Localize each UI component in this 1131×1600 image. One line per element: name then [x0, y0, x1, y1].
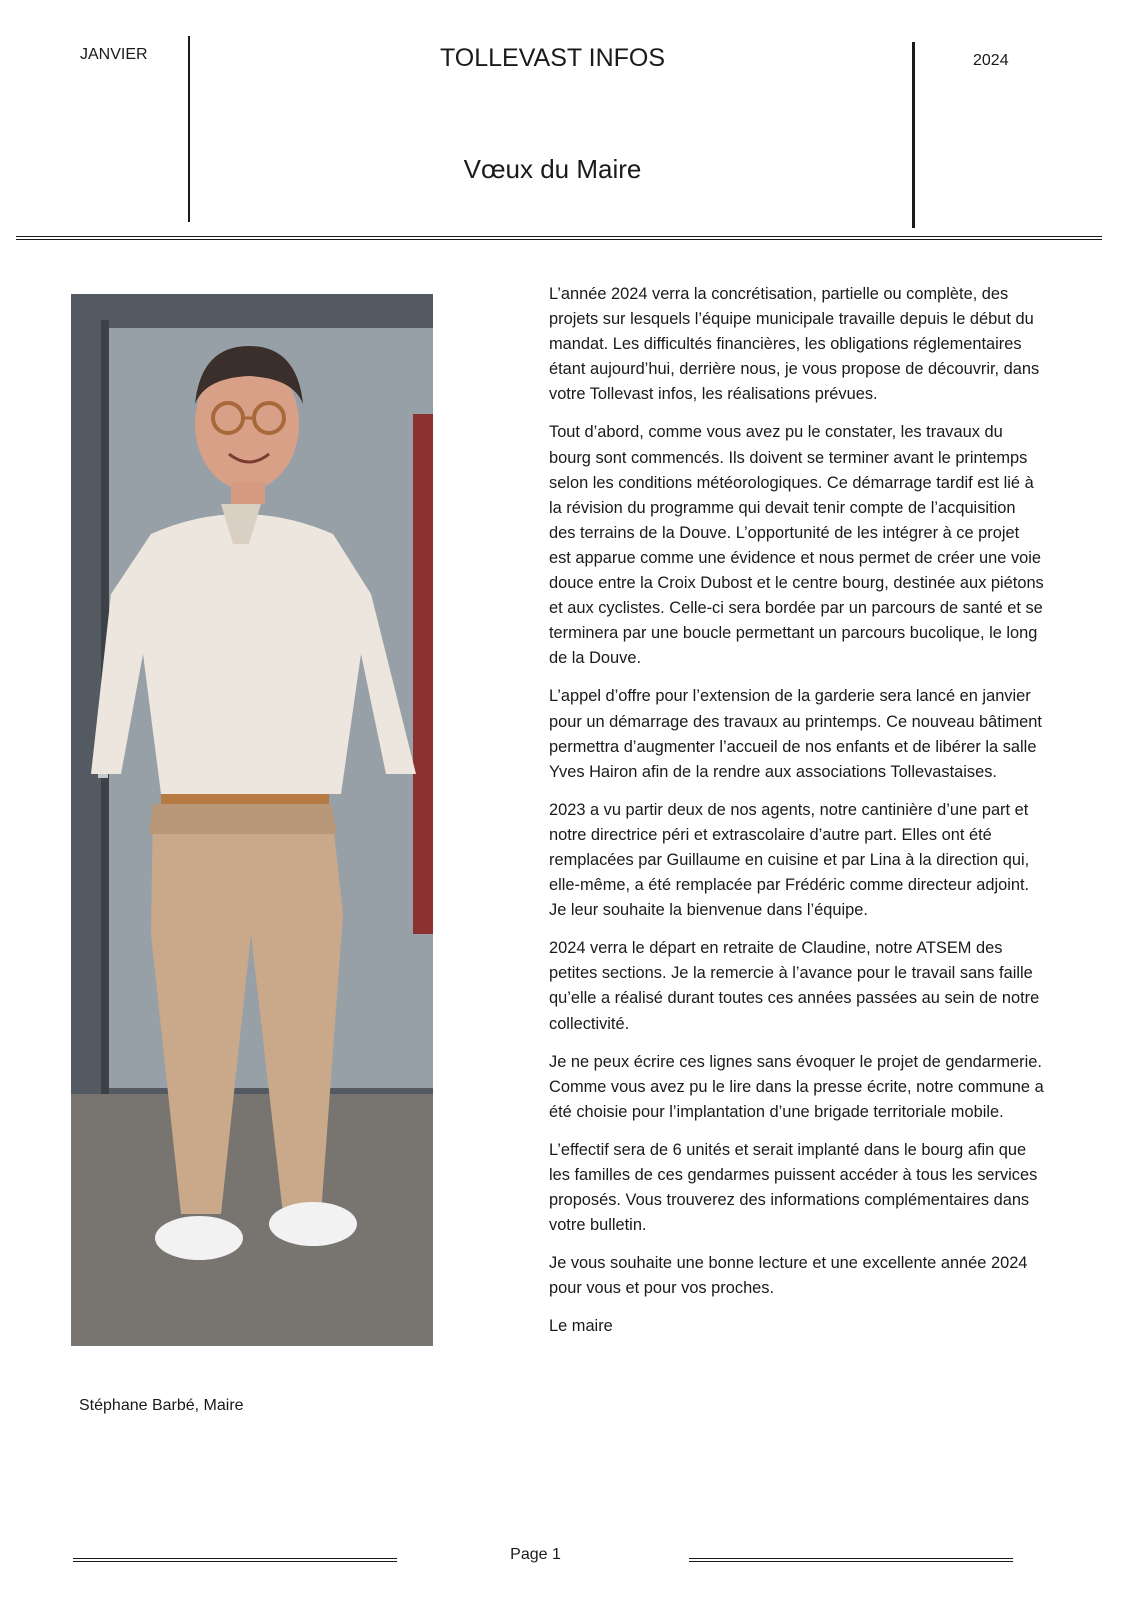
paragraph: L’année 2024 verra la concrétisation, partielle ou complète, des projets sur lesquels l’équipe municipale travaille depuis le début du mandat. Les difficultés financières, les obligations réglementaires étant aujourd’hui, derrière nous, je vous propose de découvrir, dans votre Tollevast infos, les réalisations prévues. — [549, 285, 1040, 404]
footer-rule-left — [73, 1558, 397, 1562]
paragraph: 2023 a vu partir deux de nos agents, notre cantinière d’une part et notre directrice péri et extrascolaire d’autre part. Elles ont été remplacées par Guillaume en cuisine et par Lina à la direction qui, elle-même, a été remplacée par Frédéric comme directeur adjoint. Je leur souhaite la bienvenue dans l’équipe. — [549, 800, 1030, 920]
paragraph: L’appel d’offre pour l’extension de la garderie sera lancé en janvier pour un démarrage des travaux au printemps. Ce nouveau bâtiment permettra d’augmenter l’accueil de nos enfants et de libérer la salle Yves Hairon afin de la rendre aux associations Tollevastaises. — [549, 687, 1042, 781]
issue-month: JANVIER — [80, 46, 148, 63]
mayor-message — [549, 282, 1045, 1353]
issue-year: 2024 — [973, 52, 1009, 69]
publication-title: TOLLEVAST INFOS — [439, 44, 666, 72]
header-divider-right — [912, 42, 915, 228]
section-title: Vœux du Maire — [463, 154, 642, 184]
page-number: Page 1 — [510, 1546, 561, 1563]
header-double-rule — [16, 236, 1102, 240]
paragraph: 2024 verra le départ en retraite de Claudine, notre ATSEM des petites sections. Je la remercie à l’avance pour le travail sans faille qu’elle a réalisé durant toutes ces années passées au sein de notre collectivité. — [549, 939, 1040, 1033]
footer-rule-right — [689, 1558, 1013, 1562]
paragraph: Tout d’abord, comme vous avez pu le constater, les travaux du bourg sont commencés. Ils doivent se terminer avant le printemps selon les conditions météorologiques. Ce démarrage tardif est lié à la révision du programme qui devait tenir compte de l’acquisition des terrains de la Douve. L’opportunité de les intégrer à ce projet est apparue comme une évidence et nous permet de créer une voie douce entre la Croix Dubost et le centre bourg, destinée aux piétons et aux cyclistes. Celle-ci sera bordée par un parcours de santé et se terminera par une boucle permettant un parcours bucolique, le long de la Douve. — [549, 423, 1044, 668]
mayor-photo — [71, 294, 433, 1346]
signature: Le maire — [549, 1317, 613, 1336]
paragraph: Je vous souhaite une bonne lecture et une excellente année 2024 pour vous et pour vos proches. — [549, 1254, 1028, 1298]
paragraph: Je ne peux écrire ces lignes sans évoquer le projet de gendarmerie. Comme vous avez pu le lire dans la presse écrite, notre commune a été choisie pour l’implantation d’une brigade territoriale mobile. — [549, 1052, 1044, 1121]
paragraph: L’effectif sera de 6 unités et serait implanté dans le bourg afin que les familles de ces gendarmes puissent accéder à tous les services proposés. Vous trouverez des informations complémentaires dans votre bulletin. — [549, 1140, 1038, 1235]
photo-caption: Stéphane Barbé, Maire — [79, 1397, 244, 1414]
